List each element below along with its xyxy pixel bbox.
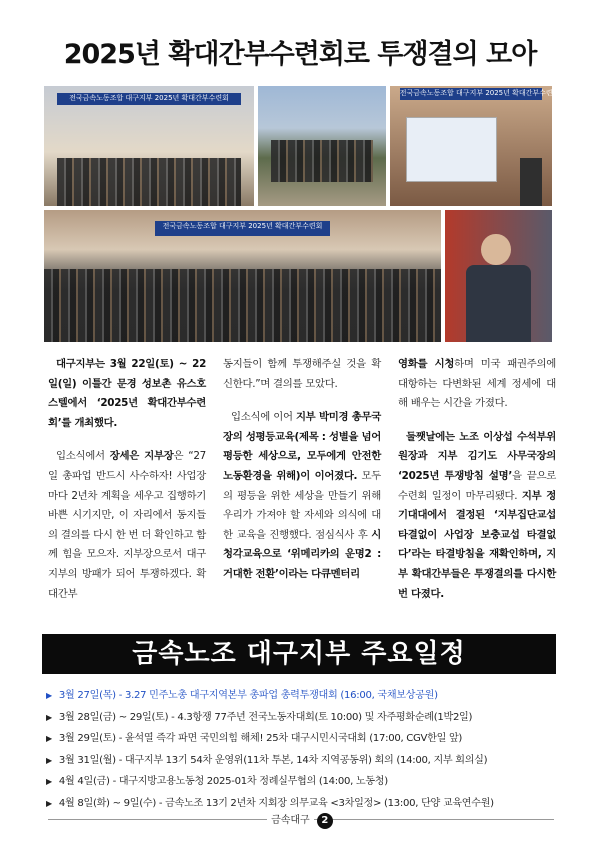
schedule-title: 금속노조 대구지부 주요일정 bbox=[42, 634, 556, 674]
schedule-item-text: 4월 4일(금) - 대구지방고용노동청 2025-01차 정례실무협의 (14:00, 노동청) bbox=[56, 776, 388, 787]
bullet-triangle-icon: ▶ bbox=[46, 712, 52, 722]
article-column-1 bbox=[48, 355, 206, 618]
article-text: 모두의 평등을 위한 세상을 만들기 위해 우리가 가져야 할 자세와 의식에 대한 교육을 진행했다. 점심식사 후 bbox=[223, 469, 381, 541]
page-number: 2 bbox=[317, 813, 333, 829]
article-body bbox=[48, 355, 568, 630]
article-paragraph bbox=[223, 408, 381, 584]
photo-outdoor-group bbox=[258, 86, 386, 206]
article-text: 을 끝으로 수련회 일정이 마무리됐다. bbox=[398, 469, 556, 502]
article-text: 지부 박미경 총무국장의 성평등교육(제목 : 성별을 넘어 평등한 세상으로, 모두에게 안전한 노동환경을 위해)이 이어졌다. bbox=[223, 411, 381, 482]
bullet-triangle-icon: ▶ bbox=[46, 691, 52, 700]
article-text: 시청각교육으로 ‘위메리카의 운명2 : 거대한 전환’이라는 다큐멘터리 bbox=[223, 528, 381, 580]
article-text: 하며 미국 패권주의에 대항하는 다변화된 세계 정세에 대해 배우는 시간을 가졌다. bbox=[398, 358, 556, 410]
page-title: 2025년 확대간부수련회로 투쟁결의 모아 bbox=[63, 39, 537, 70]
bullet-triangle-icon: ▶ bbox=[46, 798, 52, 808]
schedule-list bbox=[46, 685, 566, 814]
article-paragraph bbox=[398, 355, 556, 414]
article-paragraph bbox=[398, 428, 556, 604]
bullet-triangle-icon: ▶ bbox=[46, 777, 52, 786]
article-paragraph bbox=[48, 447, 206, 604]
photo-speaker bbox=[445, 210, 552, 342]
article-text: 동지들이 함께 투쟁해주실 것을 확신한다.”며 결의를 모았다. bbox=[223, 358, 381, 390]
footer bbox=[0, 811, 600, 829]
schedule-item-text: 4월 8일(화) ~ 9일(수) - 금속노조 13기 2년차 지회장 의무교육 <3차일정> (13:00, 단양 교육연수원) bbox=[56, 797, 494, 809]
article-text: 영화를 시청 bbox=[398, 358, 455, 370]
bullet-triangle-icon: ▶ bbox=[46, 755, 52, 765]
article-text: 대구지부는 3월 22일(토) ~ 22일(일) 이틀간 문경 성보촌 유스호스텔에서 ‘2025년 확대간부수련회’를 개최했다. bbox=[48, 358, 206, 429]
schedule-item-text: 3월 27일(목) - 3.27 민주노총 대구지역본부 총파업 총력투쟁대회 (16:00, 국채보상공원) bbox=[56, 690, 438, 701]
article-text: 둘쨋날에는 노조 이상섭 수석부위원장과 지부 김기도 사무국장의 ‘2025년 투쟁방침 설명’ bbox=[398, 430, 556, 482]
article-text: 지부 정기대대에서 결정된 ‘지부집단교섭 타결없이 사업장 보충교섭 타결없다’라는 타결방침을 재확인하며, 지부 확대간부들은 투쟁결의를 다시한번 다졌다. bbox=[398, 489, 557, 600]
photo-group-hall: 전국금속노동조합 대구지부 2025년 확대간부수련회 bbox=[44, 210, 441, 342]
article-paragraph bbox=[48, 355, 206, 433]
schedule-item-text: 3월 28일(금) ~ 29일(토) - 4.3항쟁 77주년 전국노동자대회(토 10:00) 및 자주평화순례(1박2일) bbox=[56, 711, 473, 723]
article-paragraph bbox=[223, 355, 381, 394]
footer-label: 금속대구 bbox=[267, 815, 314, 826]
schedule-item-text: 3월 31일(월) - 대구지부 13기 54차 운영위(11차 투본, 14차 지역공동위) 회의 (14:00, 지부 회의실) bbox=[56, 754, 488, 766]
schedule-item bbox=[46, 685, 566, 707]
article-column-3 bbox=[398, 355, 556, 618]
schedule-item bbox=[46, 771, 566, 793]
article-text: 입소식에 이어 bbox=[231, 411, 296, 424]
article-text: 입소식에서 bbox=[56, 450, 110, 463]
bullet-triangle-icon: ▶ bbox=[46, 734, 52, 743]
schedule-item bbox=[46, 707, 566, 729]
article-text: 은 “27일 총파업 반드시 사수하자! 사업장마다 2년차 계획을 세우고 집행하기 바쁜 시기지만, 이 자리에서 동지들의 결의를 다시 한 번 더 확인하고 함께 힘을 모으자. 지부장으로서 대구지부의 방패가 되어 투쟁하겠다. 확대간부 bbox=[48, 450, 206, 600]
schedule-item bbox=[46, 728, 566, 750]
schedule-item-text: 3월 29일(토) - 윤석열 즉각 파면 국민의힘 해체! 25차 대구시민시국대회 (17:00, CGV한일 앞) bbox=[56, 733, 463, 744]
photo-presentation: 전국금속노동조합 대구지부 2025년 확대간부수련회 bbox=[390, 86, 552, 206]
article-column-2 bbox=[223, 355, 381, 599]
photo-group-on-stage: 전국금속노동조합 대구지부 2025년 확대간부수련회 bbox=[44, 86, 254, 206]
article-text: 장세은 지부장 bbox=[109, 450, 174, 463]
schedule-item bbox=[46, 750, 566, 772]
